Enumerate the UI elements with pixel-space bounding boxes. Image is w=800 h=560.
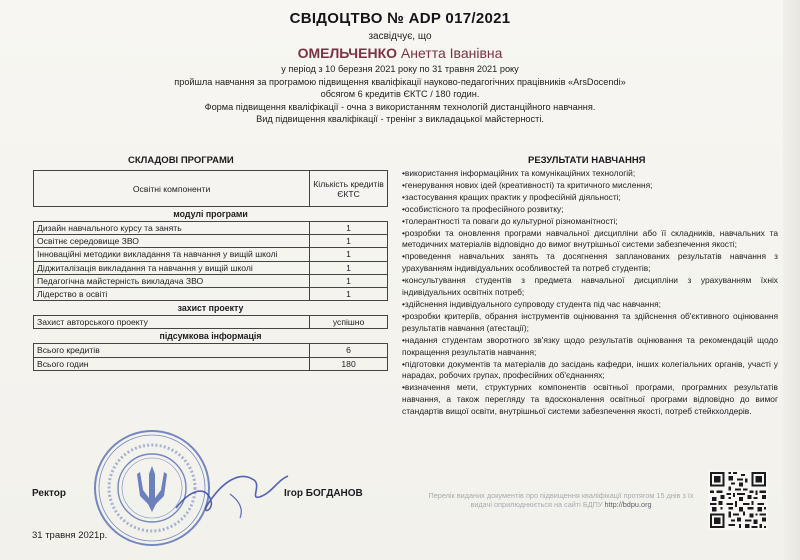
issue-date: 31 травня 2021р. bbox=[32, 530, 108, 541]
page-edge bbox=[783, 0, 800, 560]
certificate-header bbox=[0, 10, 800, 126]
certificate-title: СВІДОЦТВО № ADP 017/2021 bbox=[289, 10, 511, 27]
table-row bbox=[34, 248, 388, 261]
table-row bbox=[34, 288, 388, 301]
module-credits: 1 bbox=[310, 248, 388, 261]
module-credits: 1 bbox=[310, 235, 388, 248]
table-row bbox=[34, 357, 388, 370]
module-name: Інноваційні методики викладання та навчання у вищій школі bbox=[34, 248, 310, 261]
recipient-name bbox=[0, 45, 800, 61]
summary-label: Всього кредитів bbox=[34, 344, 310, 357]
list-item: •толерантності та поваги до культурної різноманітності; bbox=[402, 215, 618, 226]
certifies-text: засвідчує, що bbox=[368, 31, 432, 42]
publication-note-link[interactable]: http://bdpu.org bbox=[604, 500, 652, 510]
period-line: у період з 10 березня 2021 року по 31 травня 2021 року bbox=[281, 64, 519, 74]
form-line: Форма підвищення кваліфікації - очна з використанням технологій дистанційного навчання. bbox=[204, 101, 596, 112]
list-item: •здійснення індивідуального супроводу студента під час навчання; bbox=[402, 298, 661, 309]
volume-line: обсягом 6 кредитів ЄКТС / 180 годин. bbox=[320, 89, 480, 100]
modules-section-title: модулі програми bbox=[34, 207, 388, 222]
table-row bbox=[34, 261, 388, 274]
list-item: •надання студентам зворотного зв'язку щодо результатів оцінювання та рекомендацій щодо покращення результатів навчання; bbox=[402, 334, 778, 357]
list-item: •консультування студентів з предмета навчальної дисципліни з урахуванням їхніх індивідуальних освітніх потреб; bbox=[402, 275, 778, 298]
module-name: Педагогічна майстерність викладача ЗВО bbox=[34, 274, 310, 287]
table-row bbox=[34, 344, 388, 357]
qr-code-icon[interactable] bbox=[708, 470, 768, 530]
module-credits: 1 bbox=[310, 274, 388, 287]
signature-icon bbox=[170, 450, 300, 530]
list-item: •використання інформаційних та комунікаційних технологій; bbox=[402, 168, 636, 178]
summary-value: 6 bbox=[310, 344, 388, 357]
defense-result: успішно bbox=[310, 316, 388, 329]
rector-label: Ректор bbox=[32, 488, 66, 499]
module-credits: 1 bbox=[310, 288, 388, 301]
rector-name: Ігор БОГДАНОВ bbox=[284, 488, 363, 499]
table-row bbox=[34, 222, 388, 235]
column-header-credits: Кількість кредитів ЄКТС bbox=[310, 171, 388, 207]
publication-note-text: Перелік виданих документів про підвищення кваліфікації протягом 15 днів з їх видачі оприлюднюється на сайті БДПУ bbox=[428, 491, 694, 510]
summary-section-title: підсумкова інформація bbox=[34, 329, 388, 344]
list-item: •генерування нових ідей (креативності) та критичного мислення; bbox=[402, 179, 653, 190]
type-line: Вид підвищення кваліфікації - тренінг з викладацької майстерності. bbox=[256, 114, 544, 125]
summary-label: Всього годин bbox=[34, 357, 310, 370]
table-row bbox=[34, 316, 388, 329]
list-item: •проведення навчальних занять та досягнення запланованих результатів навчання з урахуванням індивідуальних особливостей та потреб студентів; bbox=[402, 251, 778, 274]
module-credits: 1 bbox=[310, 222, 388, 235]
table-row bbox=[34, 235, 388, 248]
list-item: •розробки критеріїв, обрання інструментів оцінювання та здійснення об'єктивного оцінювання результатів навчання (атестації); bbox=[402, 310, 778, 333]
column-header-components: Освітні компоненти bbox=[34, 171, 310, 207]
publication-note bbox=[422, 491, 700, 510]
learning-results-list bbox=[402, 168, 778, 418]
module-name: Дизайн навчального курсу та занять bbox=[34, 222, 310, 235]
list-item: •підготовки документів та матеріалів до засідань кафедри, інших колегіальних органів, участі у нарадах, робочих групах, професійних об'єднаннях; bbox=[402, 358, 778, 381]
table-row bbox=[34, 274, 388, 287]
list-item: •розробки та оновлення програми навчальної дисципліни або її складників, навчальних та методичних матеріалів відповідно до вимог внутрішньої системи забезпечення якості; bbox=[402, 227, 778, 250]
module-credits: 1 bbox=[310, 261, 388, 274]
table-header-row bbox=[34, 171, 388, 207]
recipient-surname: ОМЕЛЬЧЕНКО bbox=[297, 45, 398, 61]
list-item: •визначення мети, структурних компонентів освітньої програми, програмних результатів навчання, а також перегляду та вдосконалення освітньої програми відповідно до вимог стандартів вищої освіти, внутрішньої системи забезпечення якості, потреб стейкхолдерів. bbox=[402, 382, 778, 417]
list-item: •застосування кращих практик у професійній діяльності; bbox=[402, 191, 621, 202]
list-item: •особистісного та професійного розвитку; bbox=[402, 203, 564, 214]
defense-name: Захист авторського проекту bbox=[34, 316, 310, 329]
module-name: Освітнє середовище ЗВО bbox=[34, 235, 310, 248]
recipient-given-name: Анетта Іванівна bbox=[397, 45, 503, 61]
learning-results-title: РЕЗУЛЬТАТИ НАВЧАННЯ bbox=[528, 155, 646, 166]
module-name: Діджиталізація викладання та навчання у вищій школі bbox=[34, 261, 310, 274]
program-table bbox=[33, 170, 388, 371]
defense-section-title: захист проекту bbox=[34, 301, 388, 316]
program-components-title: СКЛАДОВІ ПРОГРАМИ bbox=[128, 155, 234, 166]
module-name: Лідерство в освіті bbox=[34, 288, 310, 301]
program-line: пройшла навчання за програмою підвищення кваліфікації науково-педагогічних працівників «ArsDocendi» bbox=[174, 76, 626, 87]
summary-value: 180 bbox=[310, 357, 388, 370]
